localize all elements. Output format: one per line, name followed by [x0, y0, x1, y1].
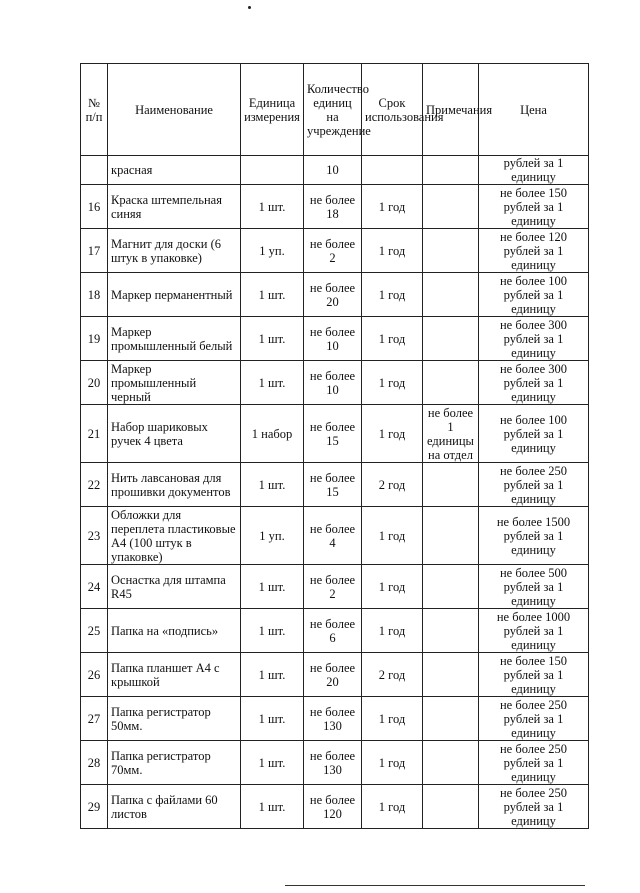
cell-num: 29 [81, 785, 108, 829]
cell-unit: 1 уп. [241, 229, 304, 273]
header-price: Цена [479, 64, 589, 156]
cell-price: не более 1000 рублей за 1 единицу [479, 609, 589, 653]
cell-qty: не более 20 [304, 653, 362, 697]
cell-note [423, 156, 479, 185]
cell-qty: не более 2 [304, 565, 362, 609]
cell-num [81, 156, 108, 185]
table-row [81, 185, 589, 229]
supplies-table [80, 63, 589, 829]
cell-unit: 1 уп. [241, 507, 304, 565]
cell-note [423, 741, 479, 785]
cell-num: 24 [81, 565, 108, 609]
cell-price: не более 500 рублей за 1 единицу [479, 565, 589, 609]
table-row [81, 405, 589, 463]
cell-unit: 1 шт. [241, 697, 304, 741]
table-row [81, 565, 589, 609]
cell-name: Нить лавсановая для прошивки документов [108, 463, 241, 507]
cell-note [423, 609, 479, 653]
cell-term: 1 год [362, 405, 423, 463]
cell-qty: не более 20 [304, 273, 362, 317]
cell-term: 1 год [362, 741, 423, 785]
cell-unit: 1 шт. [241, 463, 304, 507]
cell-num: 23 [81, 507, 108, 565]
cell-unit: 1 шт. [241, 361, 304, 405]
cell-unit: 1 шт. [241, 273, 304, 317]
cell-name: Набор шариковых ручек 4 цвета [108, 405, 241, 463]
cell-price: не более 150 рублей за 1 единицу [479, 185, 589, 229]
table-row [81, 653, 589, 697]
cell-term [362, 156, 423, 185]
cell-num: 28 [81, 741, 108, 785]
cell-name: Папка планшет А4 с крышкой [108, 653, 241, 697]
cell-note [423, 565, 479, 609]
cell-term: 1 год [362, 785, 423, 829]
table-row [81, 156, 589, 185]
cell-term: 2 год [362, 463, 423, 507]
cell-unit: 1 шт. [241, 785, 304, 829]
cell-num: 17 [81, 229, 108, 273]
cell-qty: не более 15 [304, 405, 362, 463]
cell-num: 21 [81, 405, 108, 463]
cell-price: не более 250 рублей за 1 единицу [479, 785, 589, 829]
cell-note [423, 785, 479, 829]
cell-name: Маркер промышленный черный [108, 361, 241, 405]
cell-note [423, 463, 479, 507]
cell-term: 1 год [362, 507, 423, 565]
cell-name: Папка с файлами 60 листов [108, 785, 241, 829]
cell-name: Папка на «подпись» [108, 609, 241, 653]
cell-unit: 1 шт. [241, 741, 304, 785]
header-num: № п/п [81, 64, 108, 156]
cell-unit [241, 156, 304, 185]
cell-name: Папка регистратор 70мм. [108, 741, 241, 785]
cell-num: 18 [81, 273, 108, 317]
table-row [81, 609, 589, 653]
cell-num: 27 [81, 697, 108, 741]
cell-qty: не более 10 [304, 317, 362, 361]
cell-note [423, 507, 479, 565]
cell-price: не более 150 рублей за 1 единицу [479, 653, 589, 697]
cell-price: не более 1500 рублей за 1 единицу [479, 507, 589, 565]
header-row [81, 64, 589, 156]
cell-qty: 10 [304, 156, 362, 185]
cell-unit: 1 шт. [241, 317, 304, 361]
cell-qty: не более 4 [304, 507, 362, 565]
cell-name: Маркер перманентный [108, 273, 241, 317]
cell-price: рублей за 1 единицу [479, 156, 589, 185]
cell-note [423, 185, 479, 229]
cell-price: не более 250 рублей за 1 единицу [479, 463, 589, 507]
table-row [81, 463, 589, 507]
cell-term: 1 год [362, 229, 423, 273]
cell-name: красная [108, 156, 241, 185]
cell-qty: не более 2 [304, 229, 362, 273]
cell-unit: 1 набор [241, 405, 304, 463]
cell-note [423, 229, 479, 273]
table-row [81, 741, 589, 785]
cell-term: 1 год [362, 361, 423, 405]
cell-price: не более 100 рублей за 1 единицу [479, 405, 589, 463]
cell-name: Маркер промышленный белый [108, 317, 241, 361]
cell-note [423, 273, 479, 317]
footer-rule [285, 885, 585, 886]
cell-price: не более 120 рублей за 1 единицу [479, 229, 589, 273]
table-row [81, 273, 589, 317]
cell-unit: 1 шт. [241, 653, 304, 697]
cell-term: 1 год [362, 609, 423, 653]
table-row [81, 361, 589, 405]
cell-term: 1 год [362, 565, 423, 609]
cell-term: 1 год [362, 697, 423, 741]
table-row [81, 785, 589, 829]
cell-unit: 1 шт. [241, 609, 304, 653]
cell-num: 19 [81, 317, 108, 361]
cell-qty: не более 130 [304, 741, 362, 785]
scan-dot [248, 6, 251, 9]
cell-qty: не более 120 [304, 785, 362, 829]
cell-price: не более 250 рублей за 1 единицу [479, 697, 589, 741]
cell-qty: не более 10 [304, 361, 362, 405]
cell-note: не более 1 единицы на отдел [423, 405, 479, 463]
table-row [81, 507, 589, 565]
cell-name: Оснастка для штампа R45 [108, 565, 241, 609]
table-row [81, 697, 589, 741]
cell-num: 26 [81, 653, 108, 697]
cell-unit: 1 шт. [241, 185, 304, 229]
header-name: Наименование [108, 64, 241, 156]
header-qty: Количество единиц на учреждение [304, 64, 362, 156]
cell-term: 1 год [362, 317, 423, 361]
cell-term: 1 год [362, 273, 423, 317]
cell-unit: 1 шт. [241, 565, 304, 609]
header-note: Примечания [423, 64, 479, 156]
table-row [81, 317, 589, 361]
cell-price: не более 300 рублей за 1 единицу [479, 361, 589, 405]
table-row [81, 229, 589, 273]
header-term: Срок использования [362, 64, 423, 156]
cell-name: Магнит для доски (6 штук в упаковке) [108, 229, 241, 273]
cell-qty: не более 6 [304, 609, 362, 653]
cell-qty: не более 15 [304, 463, 362, 507]
cell-name: Краска штемпельная синяя [108, 185, 241, 229]
cell-num: 20 [81, 361, 108, 405]
header-unit: Единица измерения [241, 64, 304, 156]
cell-qty: не более 130 [304, 697, 362, 741]
cell-name: Обложки для переплета пластиковые А4 (100 штук в упаковке) [108, 507, 241, 565]
cell-price: не более 250 рублей за 1 единицу [479, 741, 589, 785]
cell-price: не более 100 рублей за 1 единицу [479, 273, 589, 317]
cell-note [423, 697, 479, 741]
cell-note [423, 317, 479, 361]
cell-qty: не более 18 [304, 185, 362, 229]
cell-num: 16 [81, 185, 108, 229]
cell-term: 1 год [362, 185, 423, 229]
cell-note [423, 361, 479, 405]
cell-note [423, 653, 479, 697]
cell-price: не более 300 рублей за 1 единицу [479, 317, 589, 361]
cell-num: 25 [81, 609, 108, 653]
cell-num: 22 [81, 463, 108, 507]
cell-name: Папка регистратор 50мм. [108, 697, 241, 741]
cell-term: 2 год [362, 653, 423, 697]
